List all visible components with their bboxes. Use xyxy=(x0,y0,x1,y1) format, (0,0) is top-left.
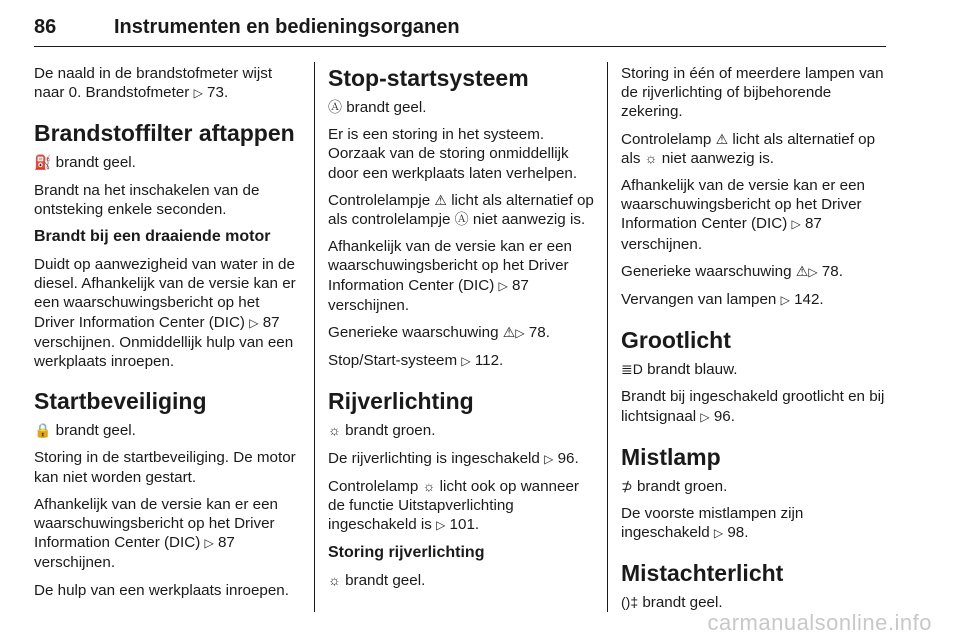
paragraph: ⛽ brandt geel. xyxy=(34,154,136,172)
paragraph: Controlelamp ☼ licht ook op wanneer de functie Uitstapverlichting ingeschakeld is ▷ 101. xyxy=(328,477,596,536)
paragraph: Generieke waarschuwing ⚠▷ 78. xyxy=(328,323,596,343)
page-ref[interactable]: 142. xyxy=(794,291,824,309)
immobiliser-icon: 🔒 xyxy=(34,422,52,439)
page-ref-icon: ▷ xyxy=(193,86,203,101)
page-ref-icon: ▷ xyxy=(436,518,446,533)
section-heading: Mistachterlicht xyxy=(621,560,784,587)
column-2 xyxy=(328,64,596,599)
bulb-fault-icon: ☼ xyxy=(328,572,341,589)
paragraph: Afhankelijk van de versie kan er een waarschuwingsbericht op het Driver Information Center (DIC) ▷ 87 verschijnen. xyxy=(328,238,572,314)
page-ref-icon: ▷ xyxy=(713,526,724,541)
subsection-heading: Storing rijverlichting xyxy=(328,544,485,562)
paragraph: Controlelamp ⚠ licht als alternatief op als ☼ niet aanwezig is. xyxy=(621,130,876,167)
page-ref-icon: ▷ xyxy=(515,326,525,341)
warning-icon: ⚠ xyxy=(715,130,729,147)
subsection-heading: Brandt bij een draaiende motor xyxy=(34,228,271,246)
page-ref[interactable]: 87 verschijnen. Onmiddellijk hulp van een werkplaats inroepen. xyxy=(34,313,294,371)
paragraph: ☼ brandt groen. xyxy=(328,422,436,440)
paragraph: Vervangen van lampen ▷ 142. xyxy=(621,290,889,310)
page-ref-icon: ▷ xyxy=(808,264,818,279)
lighting-icon: ☼ xyxy=(328,422,341,439)
page-ref-icon: ▷ xyxy=(498,278,508,293)
bulb-fault-icon: ☼ xyxy=(644,149,658,166)
page-ref-icon: ▷ xyxy=(791,217,801,232)
section-heading: Rijverlichting xyxy=(328,388,474,415)
fuel-filter-icon: ⛽ xyxy=(34,154,52,171)
page-ref-icon: ▷ xyxy=(544,451,554,466)
page-title: Instrumenten en bedieningsorganen xyxy=(114,16,460,38)
warning-icon: ⚠ xyxy=(434,191,447,208)
paragraph: ≣D brandt blauw. xyxy=(621,361,738,379)
paragraph: Storing in de startbeveiliging. De motor kan niet worden gestart. xyxy=(34,449,296,486)
paragraph: De naald in de brandstofmeter wijst naar 0. Brandstofmeter ▷ 73. xyxy=(34,64,302,103)
rear-fog-icon: ()‡ xyxy=(621,594,639,611)
page-ref[interactable]: 73. xyxy=(207,84,229,102)
page-ref[interactable]: 98. xyxy=(727,524,749,542)
page-ref[interactable]: 78. xyxy=(821,262,843,280)
column-divider xyxy=(314,62,315,614)
page-ref[interactable]: 112. xyxy=(474,352,504,370)
page-header xyxy=(34,0,886,47)
paragraph: Generieke waarschuwing ⚠▷ 78. xyxy=(621,262,889,282)
paragraph: 🔒 brandt geel. xyxy=(34,422,136,440)
paragraph: ⊅ brandt groen. xyxy=(621,477,728,495)
lighting-icon: ☼ xyxy=(422,477,436,494)
paragraph: Duidt op aanwezigheid van water in de diesel. Afhankelijk van de versie kan er een waarschuwingsbericht op het Driver Information Center (DIC) ▷ 87 verschijnen. Onmiddellijk hulp van een werkplaats inroepen. xyxy=(34,256,296,371)
high-beam-icon: ≣D xyxy=(621,361,643,378)
paragraph: Afhankelijk van de versie kan er een waarschuwingsbericht op het Driver Information Center (DIC) ▷ 87 verschijnen. xyxy=(621,177,865,253)
column-1 xyxy=(34,64,302,608)
warning-icon: ⚠ xyxy=(795,262,809,279)
page-ref-icon: ▷ xyxy=(249,315,259,330)
column-divider xyxy=(607,62,608,614)
paragraph: De voorste mistlampen zijn ingeschakeld ▷ 98. xyxy=(621,504,889,543)
section-heading: Mistlamp xyxy=(621,443,721,470)
paragraph: Controlelampje ⚠ licht als alternatief op als controlelampje Ⓐ niet aanwezig is. xyxy=(328,191,594,229)
section-heading: Brandstoffilter aftappen xyxy=(34,120,295,147)
page-ref[interactable]: 87 verschijnen. xyxy=(328,276,529,314)
page-ref-icon: ▷ xyxy=(700,409,710,424)
page-ref[interactable]: 101. xyxy=(449,516,480,534)
paragraph: De hulp van een werkplaats inroepen. xyxy=(34,581,289,599)
page-ref-icon: ▷ xyxy=(780,293,790,308)
stop-start-icon: Ⓐ xyxy=(454,211,469,228)
fog-lamp-icon: ⊅ xyxy=(621,477,633,494)
warning-icon: ⚠ xyxy=(502,324,516,341)
paragraph: Ⓐ brandt geel. xyxy=(328,99,427,116)
column-3 xyxy=(621,64,889,621)
paragraph: De rijverlichting is ingeschakeld ▷ 96. xyxy=(328,449,596,469)
paragraph: ☼ brandt geel. xyxy=(328,572,426,590)
paragraph: Brandt na het inschakelen van de ontsteking enkele seconden. xyxy=(34,181,260,218)
paragraph: Er is een storing in het systeem. Oorzaak van de storing onmiddellijk door een werkplaats laten verhelpen. xyxy=(328,126,578,182)
stop-start-icon: Ⓐ xyxy=(328,99,342,115)
section-heading: Grootlicht xyxy=(621,327,731,354)
paragraph: Storing in één of meerdere lampen van de rijverlichting of bijbehorende zekering. xyxy=(621,65,884,121)
page-ref[interactable]: 96. xyxy=(713,407,735,425)
section-heading: Startbeveiliging xyxy=(34,388,207,415)
paragraph: Stop/Start-systeem ▷ 112. xyxy=(328,351,596,371)
paragraph: ()‡ brandt geel. xyxy=(621,594,723,612)
footer xyxy=(0,612,960,642)
page-ref[interactable]: 87 verschijnen. xyxy=(621,215,822,253)
paragraph: Brandt bij ingeschakeld grootlicht en bij lichtsignaal ▷ 96. xyxy=(621,387,889,426)
page-ref-icon: ▷ xyxy=(204,536,214,551)
section-heading: Stop-startsysteem xyxy=(328,65,529,91)
page-ref[interactable]: 96. xyxy=(557,449,579,467)
page-number: 86 xyxy=(34,16,57,38)
page-ref-icon: ▷ xyxy=(461,354,471,369)
paragraph: Afhankelijk van de versie kan er een waarschuwingsbericht op het Driver Information Center (DIC) ▷ 87 verschijnen. xyxy=(34,495,278,572)
page-ref[interactable]: 78. xyxy=(528,324,550,342)
watermark: carmanualsonline.info xyxy=(707,610,932,635)
page-ref[interactable]: 87 verschijnen. xyxy=(34,534,235,572)
